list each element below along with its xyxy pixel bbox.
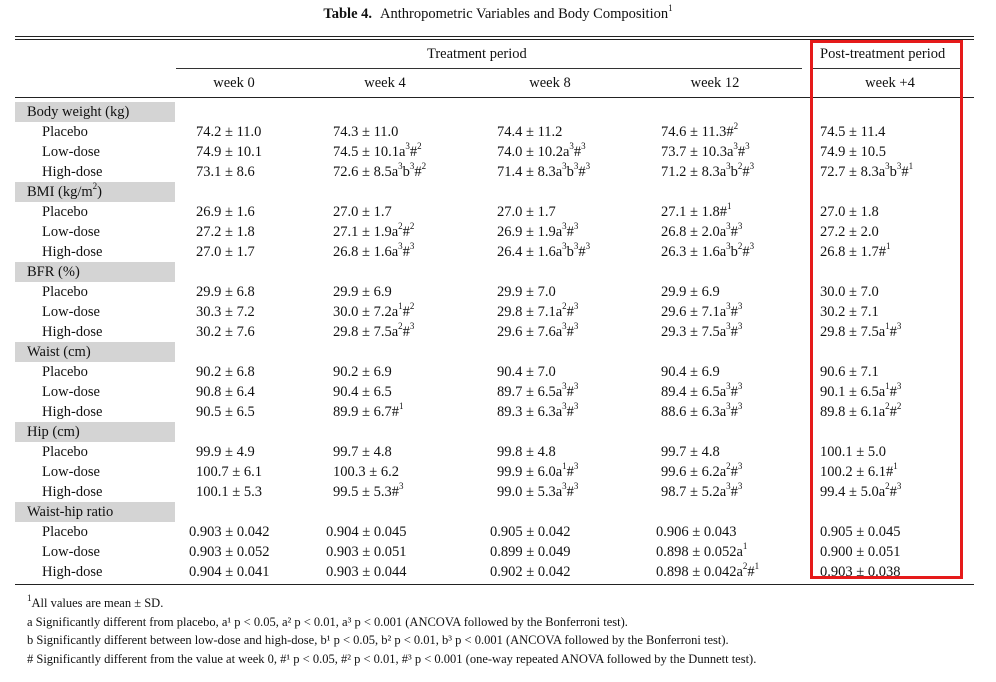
table-cell: 89.9 ± 6.7#$^1$	[333, 401, 404, 420]
table-title: Anthropometric Variables and Body Composition	[380, 6, 669, 22]
table-cell: $29.8 \pm 7.5a^2\#^3$	[333, 321, 415, 340]
table-cell: 0.904 ± 0.045	[326, 524, 407, 540]
row-label: Placebo	[42, 124, 88, 140]
row-label: Placebo	[42, 364, 88, 380]
group-label: Body weight (kg)	[27, 104, 130, 120]
table-cell: $99.9 \pm 6.0a^1\#^3$	[497, 461, 579, 480]
table-cell: 27.0 ± 1.8	[820, 204, 879, 220]
table-cell: 30.2 ± 7.6	[196, 324, 255, 340]
table-cell: $0.898 \pm 0.052a^1$	[656, 541, 748, 560]
table-cell: 90.2 ± 6.9	[333, 364, 392, 380]
table-cell: $29.6 \pm 7.1a^3\#^3$	[661, 301, 743, 320]
table-title-sup: 1	[668, 3, 673, 14]
table-cell: $26.9 \pm 1.9a^3\#^3$	[497, 221, 579, 240]
table-cell: $29.8 \pm 7.1a^2\#^3$	[497, 301, 579, 320]
table-cell: 100.1 ± 5.0	[820, 444, 886, 460]
week-header-4: week +4	[865, 75, 915, 91]
row-label: Low-dose	[42, 384, 100, 400]
table-cell: 30.0 ± 7.0	[820, 284, 879, 300]
table-cell: 29.9 ± 7.0	[497, 284, 556, 300]
table-cell: 29.9 ± 6.9	[333, 284, 392, 300]
row-label: High-dose	[42, 324, 103, 340]
table-cell: 74.3 ± 11.0	[333, 124, 399, 140]
table-cell: 27.2 ± 1.8	[196, 224, 255, 240]
footnote-0: $^1$All values are mean ± SD.	[27, 592, 164, 610]
header-post-treatment-period: Post-treatment period	[820, 46, 946, 62]
table-cell: 99.7 ± 4.8	[333, 444, 392, 460]
row-label: High-dose	[42, 564, 103, 580]
group-label: Hip (cm)	[27, 424, 80, 440]
header-underline-treatment	[176, 68, 802, 69]
table-cell: 0.903 ± 0.042	[189, 524, 270, 540]
table-cell: 74.2 ± 11.0	[196, 124, 262, 140]
table-cell: 0.904 ± 0.041	[189, 564, 270, 580]
row-label: Low-dose	[42, 464, 100, 480]
table-cell: 0.906 ± 0.043	[656, 524, 737, 540]
table-cell: 27.0 ± 1.7	[333, 204, 392, 220]
table-cell: $30.0 \pm 7.2a^1\#^2$	[333, 301, 415, 320]
table-cell: $27.1 \pm 1.9a^2\#^2$	[333, 221, 415, 240]
table-cell: $98.7 \pm 5.2a^3\#^3$	[661, 481, 743, 500]
table-cell: $29.8 \pm 7.5a^1\#^3$	[820, 321, 902, 340]
table-cell: 0.905 ± 0.045	[820, 524, 901, 540]
table-cell: $72.6 \pm 8.5a^3b^3\#^2$	[333, 161, 427, 180]
table-cell: $72.7 \pm 8.3a^3b^3\#^1$	[820, 161, 914, 180]
table-cell: 0.900 ± 0.051	[820, 544, 901, 560]
table-cell: 30.2 ± 7.1	[820, 304, 879, 320]
group-label: BFR (%)	[27, 264, 80, 280]
group-label: Waist (cm)	[27, 344, 91, 360]
row-label: High-dose	[42, 244, 103, 260]
table-cell: 99.7 ± 4.8	[661, 444, 720, 460]
table-caption	[0, 3, 996, 23]
table-cell: 90.2 ± 6.8	[196, 364, 255, 380]
table-cell: 26.8 ± 1.7#$^1$	[820, 241, 891, 260]
footnote-3: # Significantly different from the value at week 0, #¹ p < 0.05, #² p < 0.01, #³ p < 0.001 (one-way repeated ANOVA followed by the Dunnett test).	[27, 651, 757, 666]
table-cell: 0.905 ± 0.042	[490, 524, 571, 540]
table-cell: 99.9 ± 4.9	[196, 444, 255, 460]
week-header-0: week 0	[213, 75, 255, 91]
row-label: Low-dose	[42, 224, 100, 240]
table-label: Table 4.	[323, 6, 373, 22]
row-label: High-dose	[42, 484, 103, 500]
table-cell: $89.3 \pm 6.3a^3\#^3$	[497, 401, 579, 420]
table-cell: 0.902 ± 0.042	[490, 564, 571, 580]
highlight-box	[810, 40, 963, 579]
table-cell: $26.8 \pm 2.0a^3\#^3$	[661, 221, 743, 240]
table-cell: $71.4 \pm 8.3a^3b^3\#^3$	[497, 161, 591, 180]
row-label: High-dose	[42, 404, 103, 420]
table-cell: $26.4 \pm 1.6a^3b^3\#^3$	[497, 241, 591, 260]
table-cell: 100.1 ± 5.3	[196, 484, 262, 500]
table-cell: 99.8 ± 4.8	[497, 444, 556, 460]
table-cell: $99.6 \pm 6.2a^2\#^3$	[661, 461, 743, 480]
footnote-1: a Significantly different from placebo, a¹ p < 0.05, a² p < 0.01, a³ p < 0.001 (ANCOVA followed by the Bonferroni test).	[27, 614, 628, 629]
table-cell: 27.1 ± 1.8#$^1$	[661, 201, 732, 220]
row-label: Placebo	[42, 524, 88, 540]
table-cell: $29.3 \pm 7.5a^3\#^3$	[661, 321, 743, 340]
table-cell: 74.9 ± 10.1	[196, 144, 262, 160]
row-label: Low-dose	[42, 544, 100, 560]
table-cell: 74.6 ± 11.3#$^2$	[661, 121, 739, 140]
table-cell: 0.903 ± 0.038	[820, 564, 901, 580]
table-cell: 90.5 ± 6.5	[196, 404, 255, 420]
week-header-3: week 12	[690, 75, 740, 91]
table-cell: $71.2 \pm 8.3a^3b^2\#^3$	[661, 161, 755, 180]
table-cell: 27.0 ± 1.7	[497, 204, 556, 220]
table-cell: 100.2 ± 6.1#$^1$	[820, 461, 898, 480]
table-cell: $74.0 \pm 10.2a^3\#^3$	[497, 141, 586, 160]
table-cell: 30.3 ± 7.2	[196, 304, 255, 320]
group-label: Waist-hip ratio	[27, 504, 114, 520]
table-cell: 90.4 ± 7.0	[497, 364, 556, 380]
footnote-2: b Significantly different between low-dose and high-dose, b¹ p < 0.05, b² p < 0.01, b³ p < 0.001 (ANCOVA followed by the Bonferroni test).	[27, 633, 729, 647]
table-cell: 90.8 ± 6.4	[196, 384, 255, 400]
table-cell: $0.898 \pm 0.042a^2\#^1$	[656, 561, 760, 580]
table-cell: $29.6 \pm 7.6a^3\#^3$	[497, 321, 579, 340]
week-header-1: week 4	[364, 75, 406, 91]
table-cell: $89.4 \pm 6.5a^3\#^3$	[661, 381, 743, 400]
table-cell: $99.4 \pm 5.0a^2\#^3$	[820, 481, 902, 500]
table-cell: 27.2 ± 2.0	[820, 224, 879, 240]
table-cell: 100.3 ± 6.2	[333, 464, 399, 480]
table-cell: $89.8 \pm 6.1a^2\#^2$	[820, 401, 902, 420]
row-label: Low-dose	[42, 304, 100, 320]
row-label: Placebo	[42, 204, 88, 220]
table-cell: 26.9 ± 1.6	[196, 204, 255, 220]
table-cell: 74.5 ± 11.4	[820, 124, 886, 140]
table-cell: $90.1 \pm 6.5a^1\#^3$	[820, 381, 902, 400]
table-cell: 90.4 ± 6.9	[661, 364, 720, 380]
table-cell: 0.903 ± 0.044	[326, 564, 407, 580]
table-cell: 74.9 ± 10.5	[820, 144, 886, 160]
row-label: High-dose	[42, 164, 103, 180]
table-cell: 100.7 ± 6.1	[196, 464, 262, 480]
table-cell: $26.8 \pm 1.6a^3\#^3$	[333, 241, 415, 260]
table-cell: 0.899 ± 0.049	[490, 544, 571, 560]
table-cell: 29.9 ± 6.9	[661, 284, 720, 300]
table-cell: $74.5 \pm 10.1a^3\#^2$	[333, 141, 422, 160]
table-cell: 90.6 ± 7.1	[820, 364, 879, 380]
row-label: Placebo	[42, 284, 88, 300]
table-cell: $88.6 \pm 6.3a^3\#^3$	[661, 401, 743, 420]
table-cell: 74.4 ± 11.2	[497, 124, 563, 140]
table-cell: $73.7 \pm 10.3a^3\#^3$	[661, 141, 750, 160]
row-label: Placebo	[42, 444, 88, 460]
row-label: Low-dose	[42, 144, 100, 160]
table-cell: 27.0 ± 1.7	[196, 244, 255, 260]
table-cell: 90.4 ± 6.5	[333, 384, 392, 400]
table-cell: 99.5 ± 5.3#$^3$	[333, 481, 404, 500]
table-cell: 73.1 ± 8.6	[196, 164, 255, 180]
table-cell: 0.903 ± 0.051	[326, 544, 407, 560]
top-rule	[15, 36, 974, 37]
table-cell: $89.7 \pm 6.5a^3\#^3$	[497, 381, 579, 400]
table-cell: 29.9 ± 6.8	[196, 284, 255, 300]
bottom-rule	[15, 584, 974, 585]
group-label: BMI $(kg/m^2)$	[27, 181, 102, 200]
table-cell: $99.0 \pm 5.3a^3\#^3$	[497, 481, 579, 500]
table-cell: 0.903 ± 0.052	[189, 544, 270, 560]
week-header-2: week 8	[529, 75, 571, 91]
table-cell: $26.3 \pm 1.6a^3b^2\#^3$	[661, 241, 755, 260]
header-treatment-period: Treatment period	[427, 46, 527, 62]
